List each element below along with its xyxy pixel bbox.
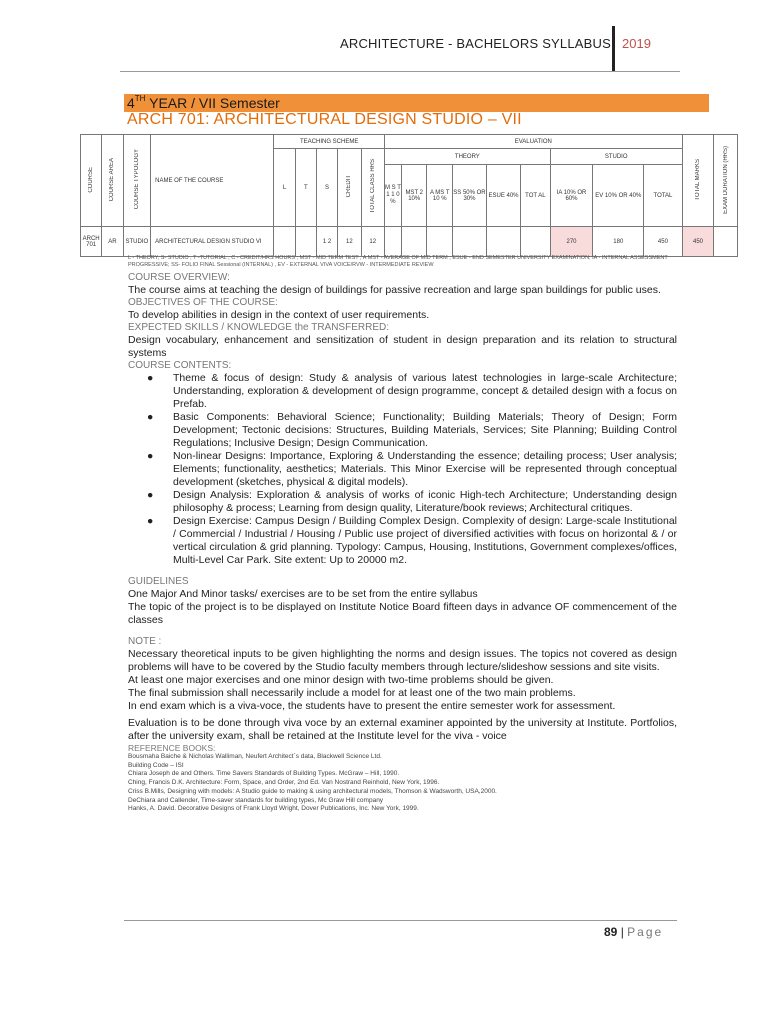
note-paragraph-2: At least one major exercises and one minor design with two-time problems should be given. bbox=[128, 674, 554, 686]
cell-ams bbox=[427, 227, 453, 257]
cell-t bbox=[295, 227, 316, 257]
col-total-theory-header: TOT AL bbox=[521, 165, 551, 227]
col-mst1-header: M S T 1 1 0 % bbox=[384, 165, 401, 227]
contents-heading: COURSE CONTENTS: bbox=[128, 360, 232, 371]
col-t-header: T bbox=[295, 149, 316, 227]
cell-course: ARCH 701 bbox=[81, 227, 102, 257]
note-paragraph-3: The final submission shall necessarily include a model for at least one of the two main problems. bbox=[128, 687, 576, 699]
col-ia-header: IA 10% OR 60% bbox=[550, 165, 593, 227]
guidelines-line-2: The topic of the project is to be displayed on Institute Notice Board fifteen days in advance OF commencement of the classes bbox=[128, 601, 677, 626]
cell-name: ARCHITECTURAL DESIGN STUDIO VI bbox=[151, 227, 274, 257]
evaluation-header: EVALUATION bbox=[384, 135, 682, 149]
skills-heading: EXPECTED SKILLS / KNOWLEDGE the TRANSFERRED: bbox=[128, 322, 389, 333]
col-course-typology-header: COURSE TYPOLOGY bbox=[123, 135, 151, 227]
header-rule bbox=[120, 71, 680, 72]
col-esue-header: ESUE 40% bbox=[486, 165, 520, 227]
cell-total-marks: 450 bbox=[682, 227, 714, 257]
col-total-marks-header: TOTAL MARKS bbox=[682, 135, 714, 227]
semester-ordinal: 4 bbox=[127, 95, 135, 111]
cell-esue bbox=[486, 227, 520, 257]
reference-item: Chiara Joseph de and Others. Time Savers Standards of Building Types. McGraw – Hill, 1990. bbox=[128, 770, 400, 778]
page-number: 89 | Page bbox=[604, 925, 664, 939]
bullet-icon: ● bbox=[147, 450, 154, 462]
list-item: ● Theme & focus of design: Study & analysis of various latest technologies in large-scale Architecture; Understanding, exploration & development of design programme, concept & detailed design with a focus on Prefab. bbox=[147, 372, 677, 410]
cell-l bbox=[274, 227, 295, 257]
reference-item: Building Code – ISI bbox=[128, 761, 184, 769]
list-item: ● Basic Components: Behavioral Science; Functionality; Building Materials; Theory of Design; Form Development; Tectonic decisions: Structures, Building Materials, Services; Site Planning; Building Control Regulations; Inclusive Design; Design Communication. bbox=[147, 411, 677, 449]
reference-item: Bousmaha Baiche & Nicholas Walliman, Neufert Architect`s data, Blackwell Science Ltd. bbox=[128, 753, 382, 760]
reference-item: Ching, Francis D.K. Architecture: Form, Space, and Order, 2nd Ed. Van Nostrand Reinhold, New York, 1996. bbox=[128, 779, 440, 787]
scheme-table bbox=[80, 134, 738, 257]
table-legend: L - THEORY, S- STUDIO , T -TUTORIAL , C - CREDIT/HRS HOURS ; MST - MID TERM TEST , A MST - AVERAGE OF MID TERM , ESUE - END SEMESTER UNIVERSITY EXAMINATION; IA - INTERNAL ASSESSMENT PROGRESSIVE; SS- FOLIO FINAL Sessional (INTERNAL) , EV - EXTERNAL VIVA VOICE/RVW - INTERMEDIATE REVIEW bbox=[128, 255, 668, 268]
list-item: ● Non-linear Designs: Importance, Exploring & Understanding the essence; detailing process; User analysis; Elements; functionality, aesthetics; Materials. This Minor Exercise will be represented through conceptual development (sketches, physical & digital models). bbox=[147, 450, 677, 488]
header-year: 2019 bbox=[622, 36, 651, 51]
course-title: ARCH 701: ARCHITECTURAL DESIGN STUDIO – VII bbox=[127, 111, 522, 128]
cell-exam-duration bbox=[714, 227, 738, 257]
overview-heading: COURSE OVERVIEW: bbox=[128, 272, 230, 283]
note-heading: NOTE : bbox=[128, 636, 162, 647]
note-paragraph-5: Evaluation is to be done through viva voce by an external examiner appointed by the university at Institute. Portfolios, after the university exam, shall be retained at the Institute level for the viva - voice bbox=[128, 717, 677, 742]
contents-list bbox=[128, 372, 677, 567]
cell-credit: 12 bbox=[338, 227, 361, 257]
reference-item: Hanks, A. David. Decorative Designs of Frank Lloyd Wright, Dover Publications, Inc. New York, 1999. bbox=[128, 805, 419, 813]
header-title: ARCHITECTURE - BACHELORS SYLLABUS bbox=[340, 36, 611, 51]
bullet-icon: ● bbox=[147, 372, 154, 384]
reference-item: Criss B.Mills, Designing with models: A Studio guide to making & using architectural models, Thomson & Wadsworth, USA,2000. bbox=[128, 787, 497, 795]
col-ev-header: EV 10% OR 40% bbox=[593, 165, 644, 227]
note-paragraph-1: Necessary theoretical inputs to be given highlighting the norms and design issues. The topics not covered as design problems will have to be covered by the Studio faculty members through lecture/slideshow sessions and site visits. bbox=[128, 648, 677, 673]
cell-mst2 bbox=[401, 227, 427, 257]
col-course-header: COURSE bbox=[81, 135, 102, 227]
col-name-header: NAME OF THE COURSE bbox=[151, 135, 274, 227]
objectives-heading: OBJECTIVES OF THE COURSE: bbox=[128, 297, 278, 308]
theory-header: THEORY bbox=[384, 149, 550, 165]
cell-total-studio: 450 bbox=[644, 227, 682, 257]
list-item: ● Design Analysis: Exploration & analysis of works of iconic High-tech Architecture; Understanding design philosophy & process; Learning from design quality, Literature/book reviews; Architectural critiques. bbox=[147, 489, 677, 514]
studio-header: STUDIO bbox=[550, 149, 682, 165]
guidelines-line-1: One Major And Minor tasks/ exercises are to be set from the entire syllabus bbox=[128, 588, 478, 600]
semester-bar bbox=[124, 94, 709, 112]
header-divider bbox=[612, 26, 615, 71]
reference-item: DeChiara and Callender, Time-saver standards for building types, Mc Graw Hill company bbox=[128, 796, 384, 804]
table-row bbox=[81, 227, 738, 257]
semester-ordinal-suffix: TH bbox=[134, 94, 146, 103]
col-credit-header: CREDIT bbox=[338, 149, 361, 227]
overview-text: The course aims at teaching the design of buildings for passive recreation and large span buildings for public uses. bbox=[128, 284, 661, 296]
skills-text: Design vocabulary, enhancement and sensitization of student in design preparation and its relation to structural systems bbox=[128, 334, 677, 359]
col-l-header: L bbox=[274, 149, 295, 227]
cell-typology: STUDIO bbox=[123, 227, 151, 257]
objectives-text: To develop abilities in design in the context of user requirements. bbox=[128, 309, 430, 321]
footer-rule bbox=[124, 920, 677, 921]
syllabus-content bbox=[128, 272, 677, 814]
col-s-header: S bbox=[316, 149, 337, 227]
cell-s: 1 2 bbox=[316, 227, 337, 257]
cell-ss bbox=[452, 227, 486, 257]
guidelines-heading: GUIDELINES bbox=[128, 576, 189, 587]
note-paragraph-4: In end exam which is a viva-voce, the students have to present the entire semester work for assessment. bbox=[128, 700, 616, 712]
cell-ia: 270 bbox=[550, 227, 593, 257]
teaching-scheme-header: TEACHING SCHEME bbox=[274, 135, 385, 149]
list-item: ● Design Exercise: Campus Design / Building Complex Design. Complexity of design: Large-scale Institutional / Commercial / Industrial / Housing / Public use project of diversified activities with focus on horizontal & / or vertical circulation & grid planning. Typology: Campus, Housing, Institutions, Government complexes/offices, Multi-Level Car Park. Site extent: Up to 20000 m2. bbox=[147, 515, 677, 566]
col-ss-header: SS 50% OR 30% bbox=[452, 165, 486, 227]
references-heading: REFERENCE BOOKS: bbox=[128, 743, 216, 753]
cell-ev: 180 bbox=[593, 227, 644, 257]
bullet-icon: ● bbox=[147, 489, 154, 501]
references-list bbox=[128, 753, 677, 814]
bullet-icon: ● bbox=[147, 515, 154, 527]
col-mst2-header: MST 2 10% bbox=[401, 165, 427, 227]
semester-label: YEAR / VII Semester bbox=[145, 95, 280, 111]
bullet-icon: ● bbox=[147, 411, 154, 423]
cell-area: AR bbox=[102, 227, 123, 257]
col-total-class-header: TOTAL CLASS HRS bbox=[361, 149, 384, 227]
cell-total-theory bbox=[521, 227, 551, 257]
col-exam-duration-header: EXAM DURATION (HRS) bbox=[714, 135, 738, 227]
cell-mst1 bbox=[384, 227, 401, 257]
col-total-studio-header: TOTAL bbox=[644, 165, 682, 227]
col-ams-header: A MS T 10 % bbox=[427, 165, 453, 227]
cell-total-class: 12 bbox=[361, 227, 384, 257]
col-course-area-header: COURSE AREA bbox=[102, 135, 123, 227]
